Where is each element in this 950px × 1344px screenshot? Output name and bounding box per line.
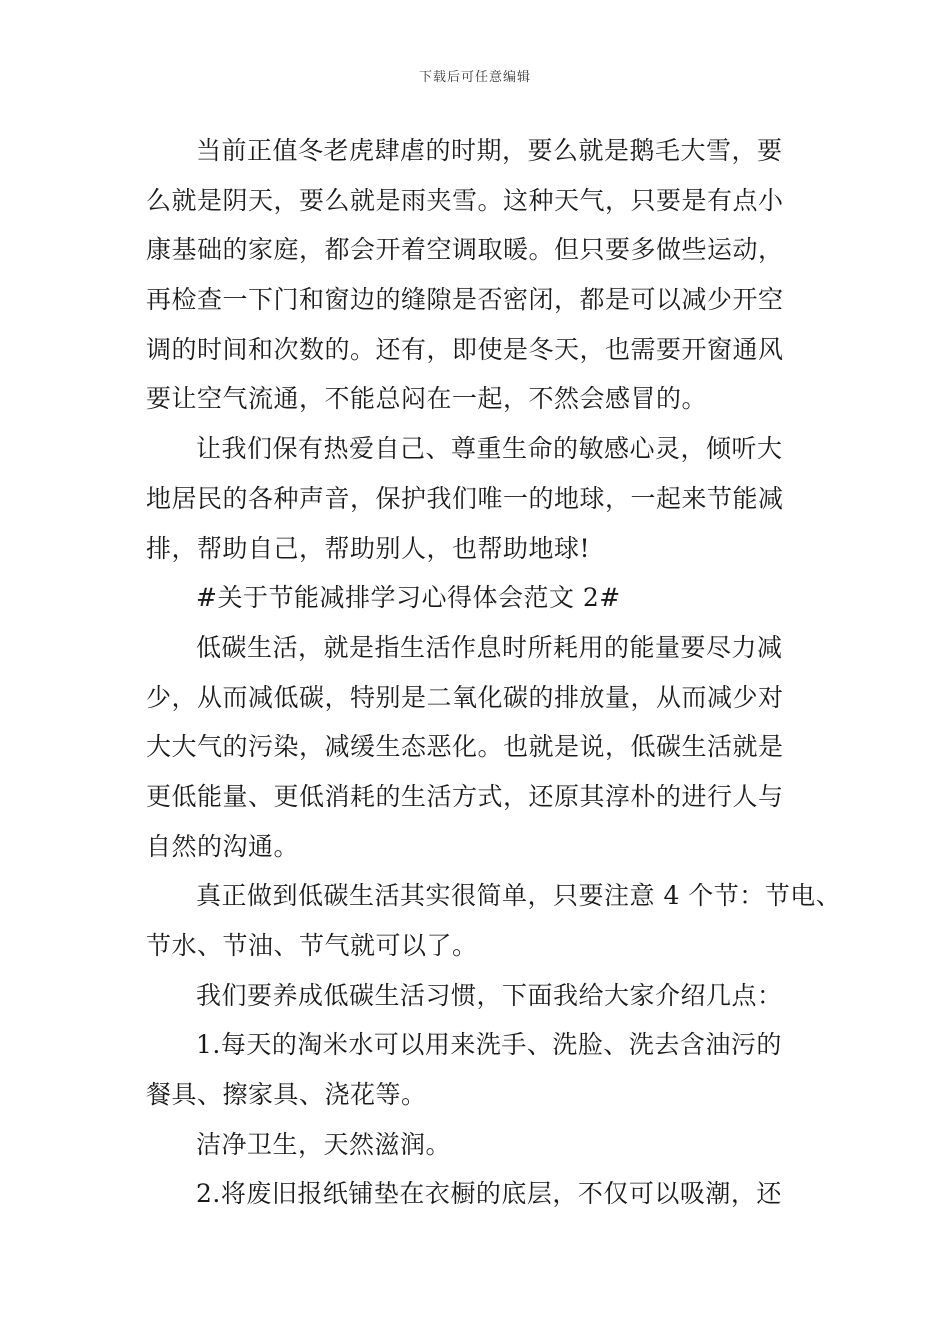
text-line: 少，从而减低碳，特别是二氧化碳的排放量，从而减少对 [146,682,784,712]
text-line: 更低能量、更低消耗的生活方式，还原其淳朴的进行人与 [146,781,784,811]
list-item: 2.将废旧报纸铺垫在衣橱的底层，不仅可以吸潮，还 [196,1179,782,1209]
text-line: 自然的沟通。 [146,831,300,861]
text-line: 让我们保有热爱自己、尊重生命的敏感心灵，倾听大 [196,434,783,464]
text-line: 餐具、擦家具、浇花等。 [146,1080,427,1110]
text-line: 洁净卫生，天然滋润。 [196,1129,452,1159]
document-body [146,126,842,1219]
text-line: 么就是阴天，要么就是雨夹雪。这种天气，只要是有点小 [146,185,784,215]
text-line: 康基础的家庭，都会开着空调取暖。但只要多做些运动， [146,235,784,265]
section-heading: #关于节能减排学习心得体会范文 2# [196,583,621,613]
text-line: 要让空气流通，不能总闷在一起，不然会感冒的。 [146,384,708,414]
list-item: 1.每天的淘米水可以用来洗手、洗脸、洗去含油污的 [196,1030,782,1060]
text-line: 地居民的各种声音，保护我们唯一的地球，一起来节能减 [146,483,784,513]
text-line: 调的时间和次数的。还有，即使是冬天，也需要开窗通风 [146,334,784,364]
text-line: 大大气的污染，减缓生态恶化。也就是说，低碳生活就是 [146,732,784,762]
text-line: 我们要养成低碳生活习惯，下面我给大家介绍几点： [196,980,783,1010]
text-line: 真正做到低碳生活其实很简单，只要注意 4 个节：节电、 [196,881,842,911]
text-line: 排，帮助自己，帮助别人，也帮助地球! [146,533,591,563]
page-header: 下载后可任意编辑 [418,70,531,85]
text-line: 节水、节油、节气就可以了。 [146,931,478,960]
text-line: 当前正值冬老虎肆虐的时期，要么就是鹅毛大雪，要 [196,136,783,165]
text-line: 低碳生活，就是指生活作息时所耗用的能量要尽力减 [196,632,783,662]
text-line: 再检查一下门和窗边的缝隙是否密闭，都是可以减少开空 [146,285,784,315]
